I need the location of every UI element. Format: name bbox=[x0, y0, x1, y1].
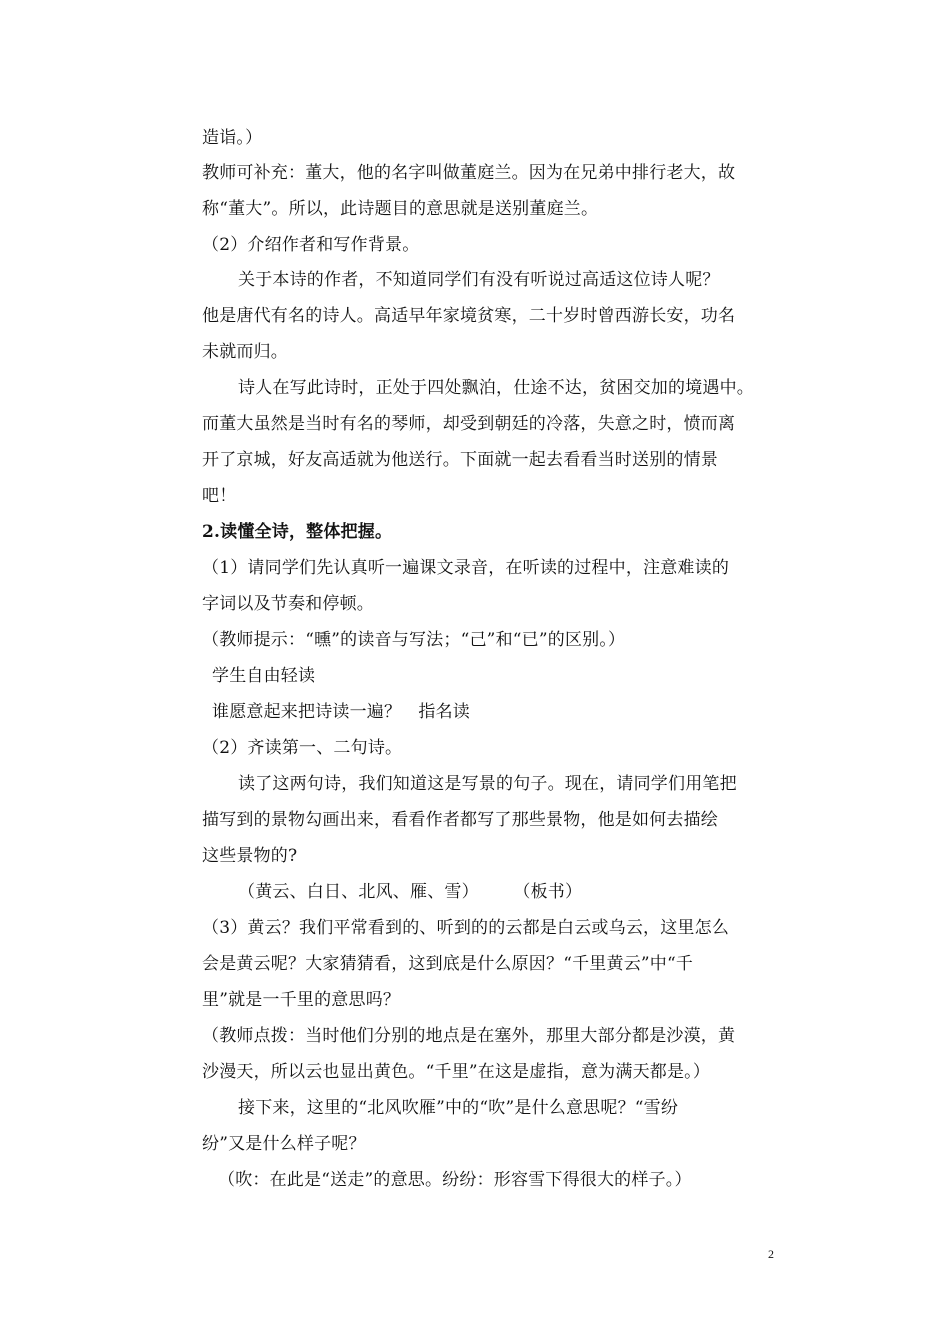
page-number: 2 bbox=[768, 1247, 774, 1261]
text-line: 字词以及节奏和停顿。 bbox=[202, 594, 374, 614]
teacher-note: （教师点拨：当时他们分别的地点是在塞外，那里大部分都是沙漠，黄 bbox=[202, 1026, 736, 1046]
text-line: 读了这两句诗，我们知道这是写景的句子。现在，请同学们用笔把 bbox=[238, 774, 737, 794]
section-subheading: （2）介绍作者和写作背景。 bbox=[202, 235, 420, 255]
text-line: 吧！ bbox=[202, 486, 237, 506]
text-line: 描写到的景物勾画出来，看看作者都写了那些景物，他是如何去描绘 bbox=[202, 810, 718, 830]
teacher-note: （教师提示：“曛”的读音与写法；“己”和“已”的区别。） bbox=[202, 630, 626, 650]
section-heading: 2.读懂全诗，整体把握。 bbox=[202, 522, 393, 542]
blackboard-note: （黄云、白日、北风、雁、雪） （板书） bbox=[238, 882, 583, 902]
teacher-note: 沙漫天，所以云也显出黄色。“千里”在这是虚指，意为满天都是。） bbox=[202, 1062, 711, 1082]
text-line: 接下来，这里的“北风吹雁”中的“吹”是什么意思呢？“雪纷 bbox=[238, 1098, 679, 1118]
text-line: 他是唐代有名的诗人。高适早年家境贫寒，二十岁时曾西游长安，功名 bbox=[202, 306, 736, 326]
text-line: （1）请同学们先认真听一遍课文录音，在听读的过程中，注意难读的 bbox=[202, 558, 730, 578]
text-line: 里”就是一千里的意思吗？ bbox=[202, 990, 401, 1010]
text-line: 学生自由轻读 bbox=[212, 666, 316, 686]
text-line: 开了京城，好友高适就为他送行。下面就一起去看看当时送别的情景 bbox=[202, 450, 718, 470]
text-line: 关于本诗的作者，不知道同学们有没有听说过高适这位诗人呢？ bbox=[238, 270, 720, 290]
text-line: 教师可补充：董大，他的名字叫做董庭兰。因为在兄弟中排行老大，故 bbox=[202, 163, 736, 183]
text-line: 纷”又是什么样子呢？ bbox=[202, 1134, 366, 1154]
text-line: 谁愿意起来把诗读一遍？ 指名读 bbox=[212, 702, 470, 722]
text-line: 未就而归。 bbox=[202, 342, 288, 362]
text-line: 造诣。） bbox=[202, 128, 263, 148]
explanation-note: （吹：在此是“送走”的意思。纷纷：形容雪下得很大的样子。） bbox=[218, 1170, 692, 1190]
section-subheading: （2）齐读第一、二句诗。 bbox=[202, 738, 403, 758]
text-line: 而董大虽然是当时有名的琴师，却受到朝廷的冷落，失意之时，愤而离 bbox=[202, 414, 736, 434]
text-line: 这些景物的? bbox=[202, 846, 298, 866]
text-line: （3）黄云？我们平常看到的、听到的的云都是白云或乌云，这里怎么 bbox=[202, 918, 730, 938]
text-line: 称“董大”。所以，此诗题目的意思就是送别董庭兰。 bbox=[202, 199, 599, 219]
text-line: 会是黄云呢？大家猜猜看，这到底是什么原因？“千里黄云”中“千 bbox=[202, 954, 694, 974]
text-line: 诗人在写此诗时，正处于四处飘泊，仕途不达，贫困交加的境遇中。 bbox=[238, 378, 754, 398]
